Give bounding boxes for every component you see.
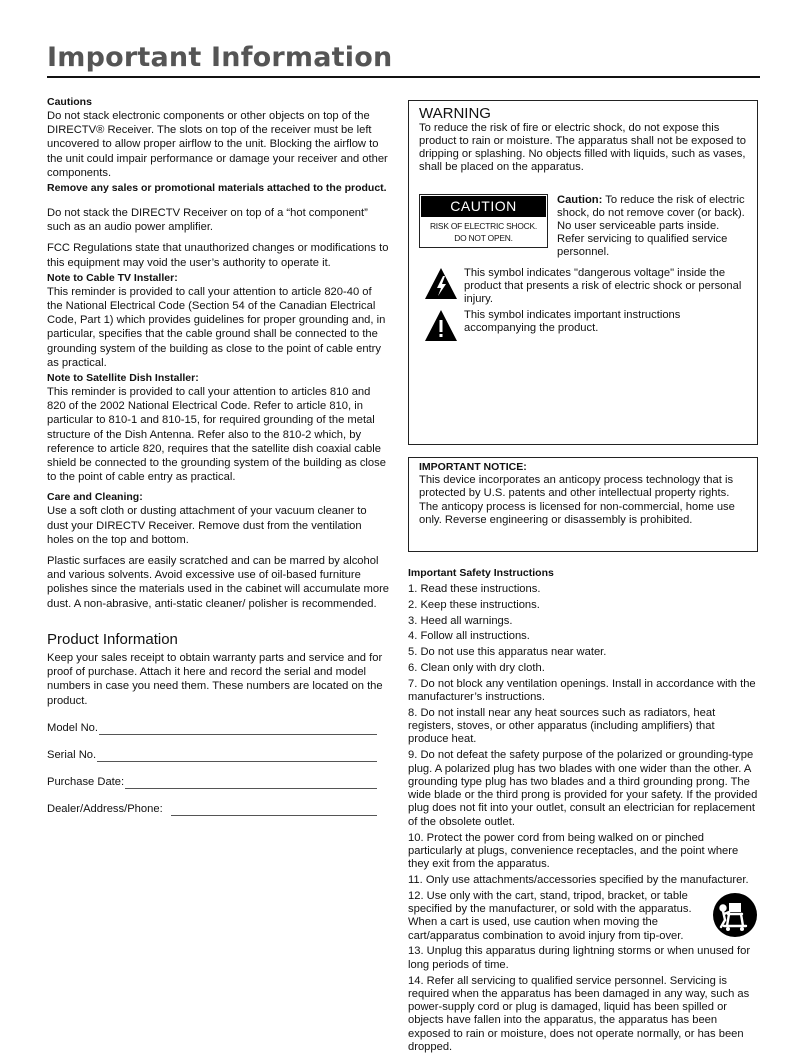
cable-installer-text: This reminder is provided to call your attention to article 820-40 of the National Electrical Code (Section 54 of the Canadian Electrical Code, Part 1) which provides guidelines for proper grounding and, in particular, specifies that the cable ground shall be connected to the grounding system of the building as close to the point of cable entry as practical.	[47, 285, 386, 369]
safety-item: 5. Do not use this apparatus near water.	[408, 646, 607, 659]
safety-item: 11. Only use attachments/accessories specified by the manufacturer.	[408, 873, 749, 886]
warning-text: To reduce the risk of fire or electric shock, do not expose this product to rain or moisture. The apparatus shall not be exposed to dripping or splashing. No objects filled with liquids, such as vases, shall be placed on the apparatus.	[419, 122, 746, 173]
caution-badge-title: CAUTION	[421, 196, 546, 217]
instructions-symbol-text: This symbol indicates important instructions accompanying the product.	[464, 309, 681, 334]
fcc-text: FCC Regulations state that unauthorized changes or modifications to this equipment may void the user’s authority to operate it.	[47, 242, 389, 269]
safety-item: 3. Heed all warnings.	[408, 614, 513, 627]
care-cleaning-text: Use a soft cloth or dusting attachment of your vacuum cleaner to dust your DIRECTV Receiver. Remove dust from the ventilation holes on the top and bottom.	[47, 505, 367, 546]
dish-installer-heading: Note to Satellite Dish Installer:	[47, 372, 199, 385]
safety-item: 1. Read these instructions.	[408, 583, 541, 595]
important-notice-title: IMPORTANT NOTICE:	[419, 461, 527, 473]
dealer-field	[47, 803, 377, 816]
caution-badge-line1: RISK OF ELECTRIC SHOCK.	[429, 221, 538, 231]
caution-badge	[419, 194, 548, 248]
safety-item: 7. Do not block any ventilation openings. Install in accordance with the manufacturer’s instructions.	[408, 677, 756, 704]
important-notice-text: This device incorporates an anticopy process technology that is protected by U.S. patents and other intellectual property rights. The anticopy process is licensed for non-commercial, home use only. Reverse engineering or disassembly is prohibited.	[419, 474, 735, 526]
exclamation-warning-icon	[424, 309, 458, 343]
warning-box	[408, 100, 758, 445]
warning-title: WARNING	[419, 105, 491, 122]
serial-no-line	[97, 751, 377, 762]
purchase-date-field	[47, 776, 377, 789]
safety-instructions-heading: Important Safety Instructions	[408, 567, 554, 579]
dish-installer-text: This reminder is provided to call your attention to articles 810 and 820 of the 2002 National Electrical Code. Refer to article 810, in particular to 810-1 and 810-15, for required grounding of the metal structure of the Dish Antenna. Refer also to the 810-2 which, by reference to article 820, requires that the satellite dish coaxial cable shield be connected to the grounding system of the building as close to the point of cable entry as practical.	[47, 386, 386, 484]
safety-item: 8. Do not install near any heat sources such as radiators, heat registers, stoves, or other apparatus (including amplifiers) that produce heat.	[408, 706, 716, 746]
dealer-label: Dealer/Address/Phone:	[47, 802, 163, 815]
caution-description	[557, 194, 747, 259]
safety-item-cart-text: 12. Use only with the cart, stand, tripod, bracket, or table specified by the manufacturer, or sold with the apparatus. When a cart is used, use caution when moving the cart/apparatus combination to avoid injury from tip-over.	[408, 889, 692, 942]
safety-item-cart	[408, 890, 758, 943]
remove-materials-note: Remove any sales or promotional materials attached to the product.	[47, 182, 387, 195]
model-no-line	[99, 724, 377, 735]
model-no-label: Model No.	[47, 721, 98, 734]
dealer-line	[171, 805, 377, 816]
safety-item: 6. Clean only with dry cloth.	[408, 661, 545, 674]
safety-item: 14. Refer all servicing to qualified service personnel. Servicing is required when the apparatus has been damaged in any way, such as power-supply cord or plug is damaged, liquid has been spilled or objects have fallen into the apparatus, the apparatus has been exposed to rain or moisture, does not operate normally, or has been dropped.	[408, 974, 750, 1053]
safety-instructions-list	[408, 583, 758, 1054]
page-title: Important Information	[47, 42, 393, 73]
safety-item: 13. Unplug this apparatus during lightning storms or when unused for long periods of time.	[408, 945, 751, 971]
safety-item: 4. Follow all instructions.	[408, 630, 530, 643]
record-fields	[47, 722, 377, 816]
hot-component-text: Do not stack the DIRECTV Receiver on top of a “hot component” such as an audio power amplifier.	[47, 207, 368, 234]
caution-text: To reduce the risk of electric shock, do not remove cover (or back). No user serviceable parts inside. Refer servicing to qualified service personnel.	[557, 194, 745, 258]
caution-row	[419, 194, 747, 259]
page-header	[47, 42, 757, 74]
cable-installer-heading: Note to Cable TV Installer:	[47, 271, 178, 284]
title-rule	[47, 76, 760, 78]
product-info-text: Keep your sales receipt to obtain warranty parts and service and for proof of purchase. Attach it here and record the serial and model numbers in case you need them. These numbers are located on the product.	[47, 651, 383, 707]
right-column	[408, 100, 758, 1057]
lightning-warning-icon	[424, 267, 458, 301]
purchase-date-line	[125, 778, 377, 789]
left-column	[47, 96, 389, 816]
caution-badge-line2: DO NOT OPEN.	[454, 233, 513, 243]
voltage-symbol-text: This symbol indicates "dangerous voltage" inside the product that presents a risk of electric shock or personal injury.	[464, 267, 742, 305]
care-cleaning-heading: Care and Cleaning:	[47, 491, 143, 504]
model-no-field	[47, 722, 377, 735]
voltage-symbol-row	[419, 267, 747, 306]
safety-item: 2. Keep these instructions.	[408, 598, 540, 611]
purchase-date-label: Purchase Date:	[47, 775, 125, 788]
instructions-symbol-row	[419, 309, 747, 343]
important-notice-box	[408, 457, 758, 552]
caution-badge-text	[420, 218, 547, 244]
serial-no-label: Serial No.	[47, 748, 97, 761]
serial-no-field	[47, 749, 377, 762]
safety-item: 10. Protect the power cord from being walked on or pinched particularly at plugs, convenience receptacles, and the point where they exit from the apparatus.	[408, 831, 739, 871]
plastic-surfaces-text: Plastic surfaces are easily scratched and can be marred by alcohol and various solvents. Avoid excessive use of oil-based furniture polishes since the materials used in the cabinet will accumulate more dust. A non-abrasive, anti-static cleaner/ polisher is recommended.	[47, 555, 390, 610]
cautions-heading: Cautions	[47, 96, 92, 108]
safety-item: 9. Do not defeat the safety purpose of the polarized or grounding-type plug. A polarized plug has two blades with one wider than the other. A grounding type plug has two blades and a third grounding prong. The wide blade or the third prong is provided for your safety. If the provided plug does not fit into your outlet, consult an electrician for replacement of the obsolete outlet.	[408, 749, 758, 828]
cautions-text: Do not stack electronic components or other objects on top of the DIRECTV® Receiver. The slots on top of the receiver must be left uncovered to allow proper airflow to the unit. Blocking the airflow to the unit could impair performance or damage your receiver and other components.	[47, 110, 388, 179]
caution-label: Caution:	[557, 194, 603, 206]
cart-tip-over-icon	[712, 892, 758, 938]
product-info-heading: Product Information	[47, 630, 178, 648]
